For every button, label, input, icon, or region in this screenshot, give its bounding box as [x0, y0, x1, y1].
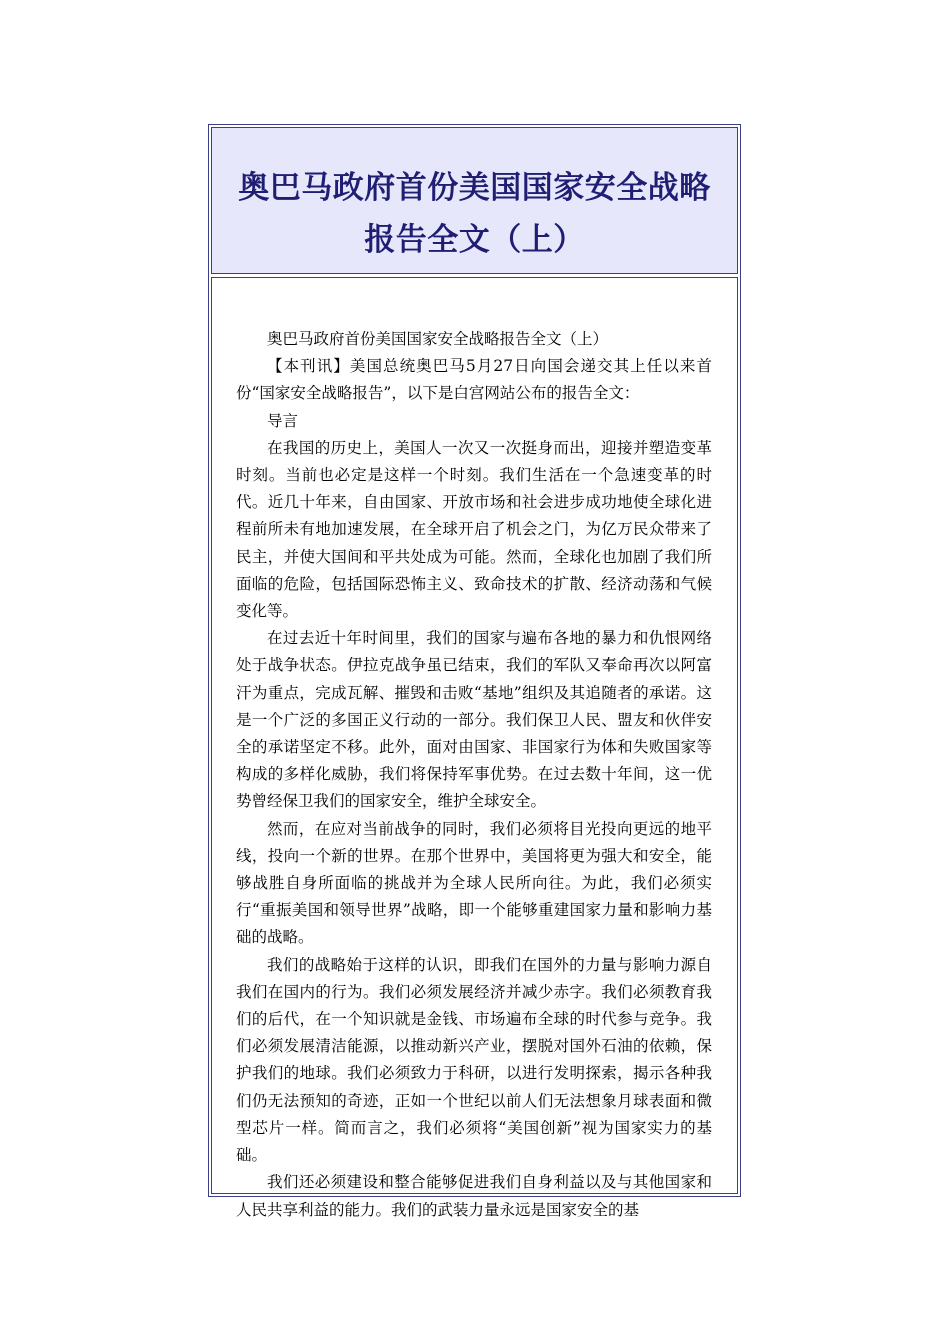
- paragraph-section-heading: 导言: [267, 411, 299, 430]
- title-banner: [211, 127, 738, 274]
- paragraph: 在我国的历史上，美国人一次又一次挺身而出，迎接并塑造变革时刻。当前也必定是这样一个时刻。我们生活在一个急速变革的时代。近几十年来，自由国家、开放市场和社会进步成功地使全球化进程前所未有地加速发展，在全球开启了机会之门，为亿万民众带来了民主，并使大国间和平共处成为可能。然而，全球化也加剧了我们所面临的危险，包括国际恐怖主义、致命技术的扩散、经济动荡和气候变化等。: [236, 438, 712, 621]
- article-content: [236, 326, 712, 1224]
- paragraph-subtitle: 奥巴马政府首份美国国家安全战略报告全文（上）: [267, 330, 609, 348]
- paragraph: 我们还必须建设和整合能够促进我们自身利益以及与其他国家和人民共享利益的能力。我们的武装力量永远是国家安全的基: [236, 1173, 712, 1219]
- article-title-line-1: 奥巴马政府首份美国国家安全战略: [238, 170, 711, 206]
- paragraph: 在过去近十年时间里，我们的国家与遍布各地的暴力和仇恨网络处于战争状态。伊拉克战争虽已结束，我们的军队又奉命再次以阿富汗为重点，完成瓦解、摧毁和击败“基地”组织及其追随者的承诺。这是一个广泛的多国正义行动的一部分。我们保卫人民、盟友和伙伴安全的承诺坚定不移。此外，面对由国家、非国家行为体和失败国家等构成的多样化威胁，我们将保持军事优势。在过去数十年间，这一优势曾经保卫我们的国家安全，维护全球安全。: [236, 629, 712, 811]
- article-body: [211, 277, 738, 1219]
- article-title-line-2: 报告全文（上）: [364, 222, 585, 258]
- paragraph: 然而，在应对当前战争的同时，我们必须将目光投向更远的地平线，投向一个新的世界。在那个世界中，美国将更为强大和安全，能够战胜自身所面临的挑战并为全球人民所向往。为此，我们必须实行“重振美国和领导世界”战略，即一个能够重建国家力量和影响力基础的战略。: [236, 819, 712, 947]
- article-frame: [208, 124, 741, 1219]
- paragraph: 我们的战略始于这样的认识，即我们在国外的力量与影响力源自我们在国内的行为。我们必须发展经济并减少赤字。我们必须教育我们的后代，在一个知识就是金钱、市场遍布全球的时代参与竞争。我们必须发展清洁能源，以推动新兴产业，摆脱对国外石油的依赖，保护我们的地球。我们必须致力于科研，以进行发明探索，揭示各种我们仍无法预知的奇迹，正如一个世纪以前人们无法想象月球表面和微型芯片一样。简而言之，我们必须将“美国创新”视为国家实力的基础。: [236, 955, 712, 1165]
- paragraph-intro-note: 【本刊讯】美国总统奥巴马5月27日向国会递交其上任以来首份“国家安全战略报告”，以下是白宫网站公布的报告全文：: [236, 357, 712, 403]
